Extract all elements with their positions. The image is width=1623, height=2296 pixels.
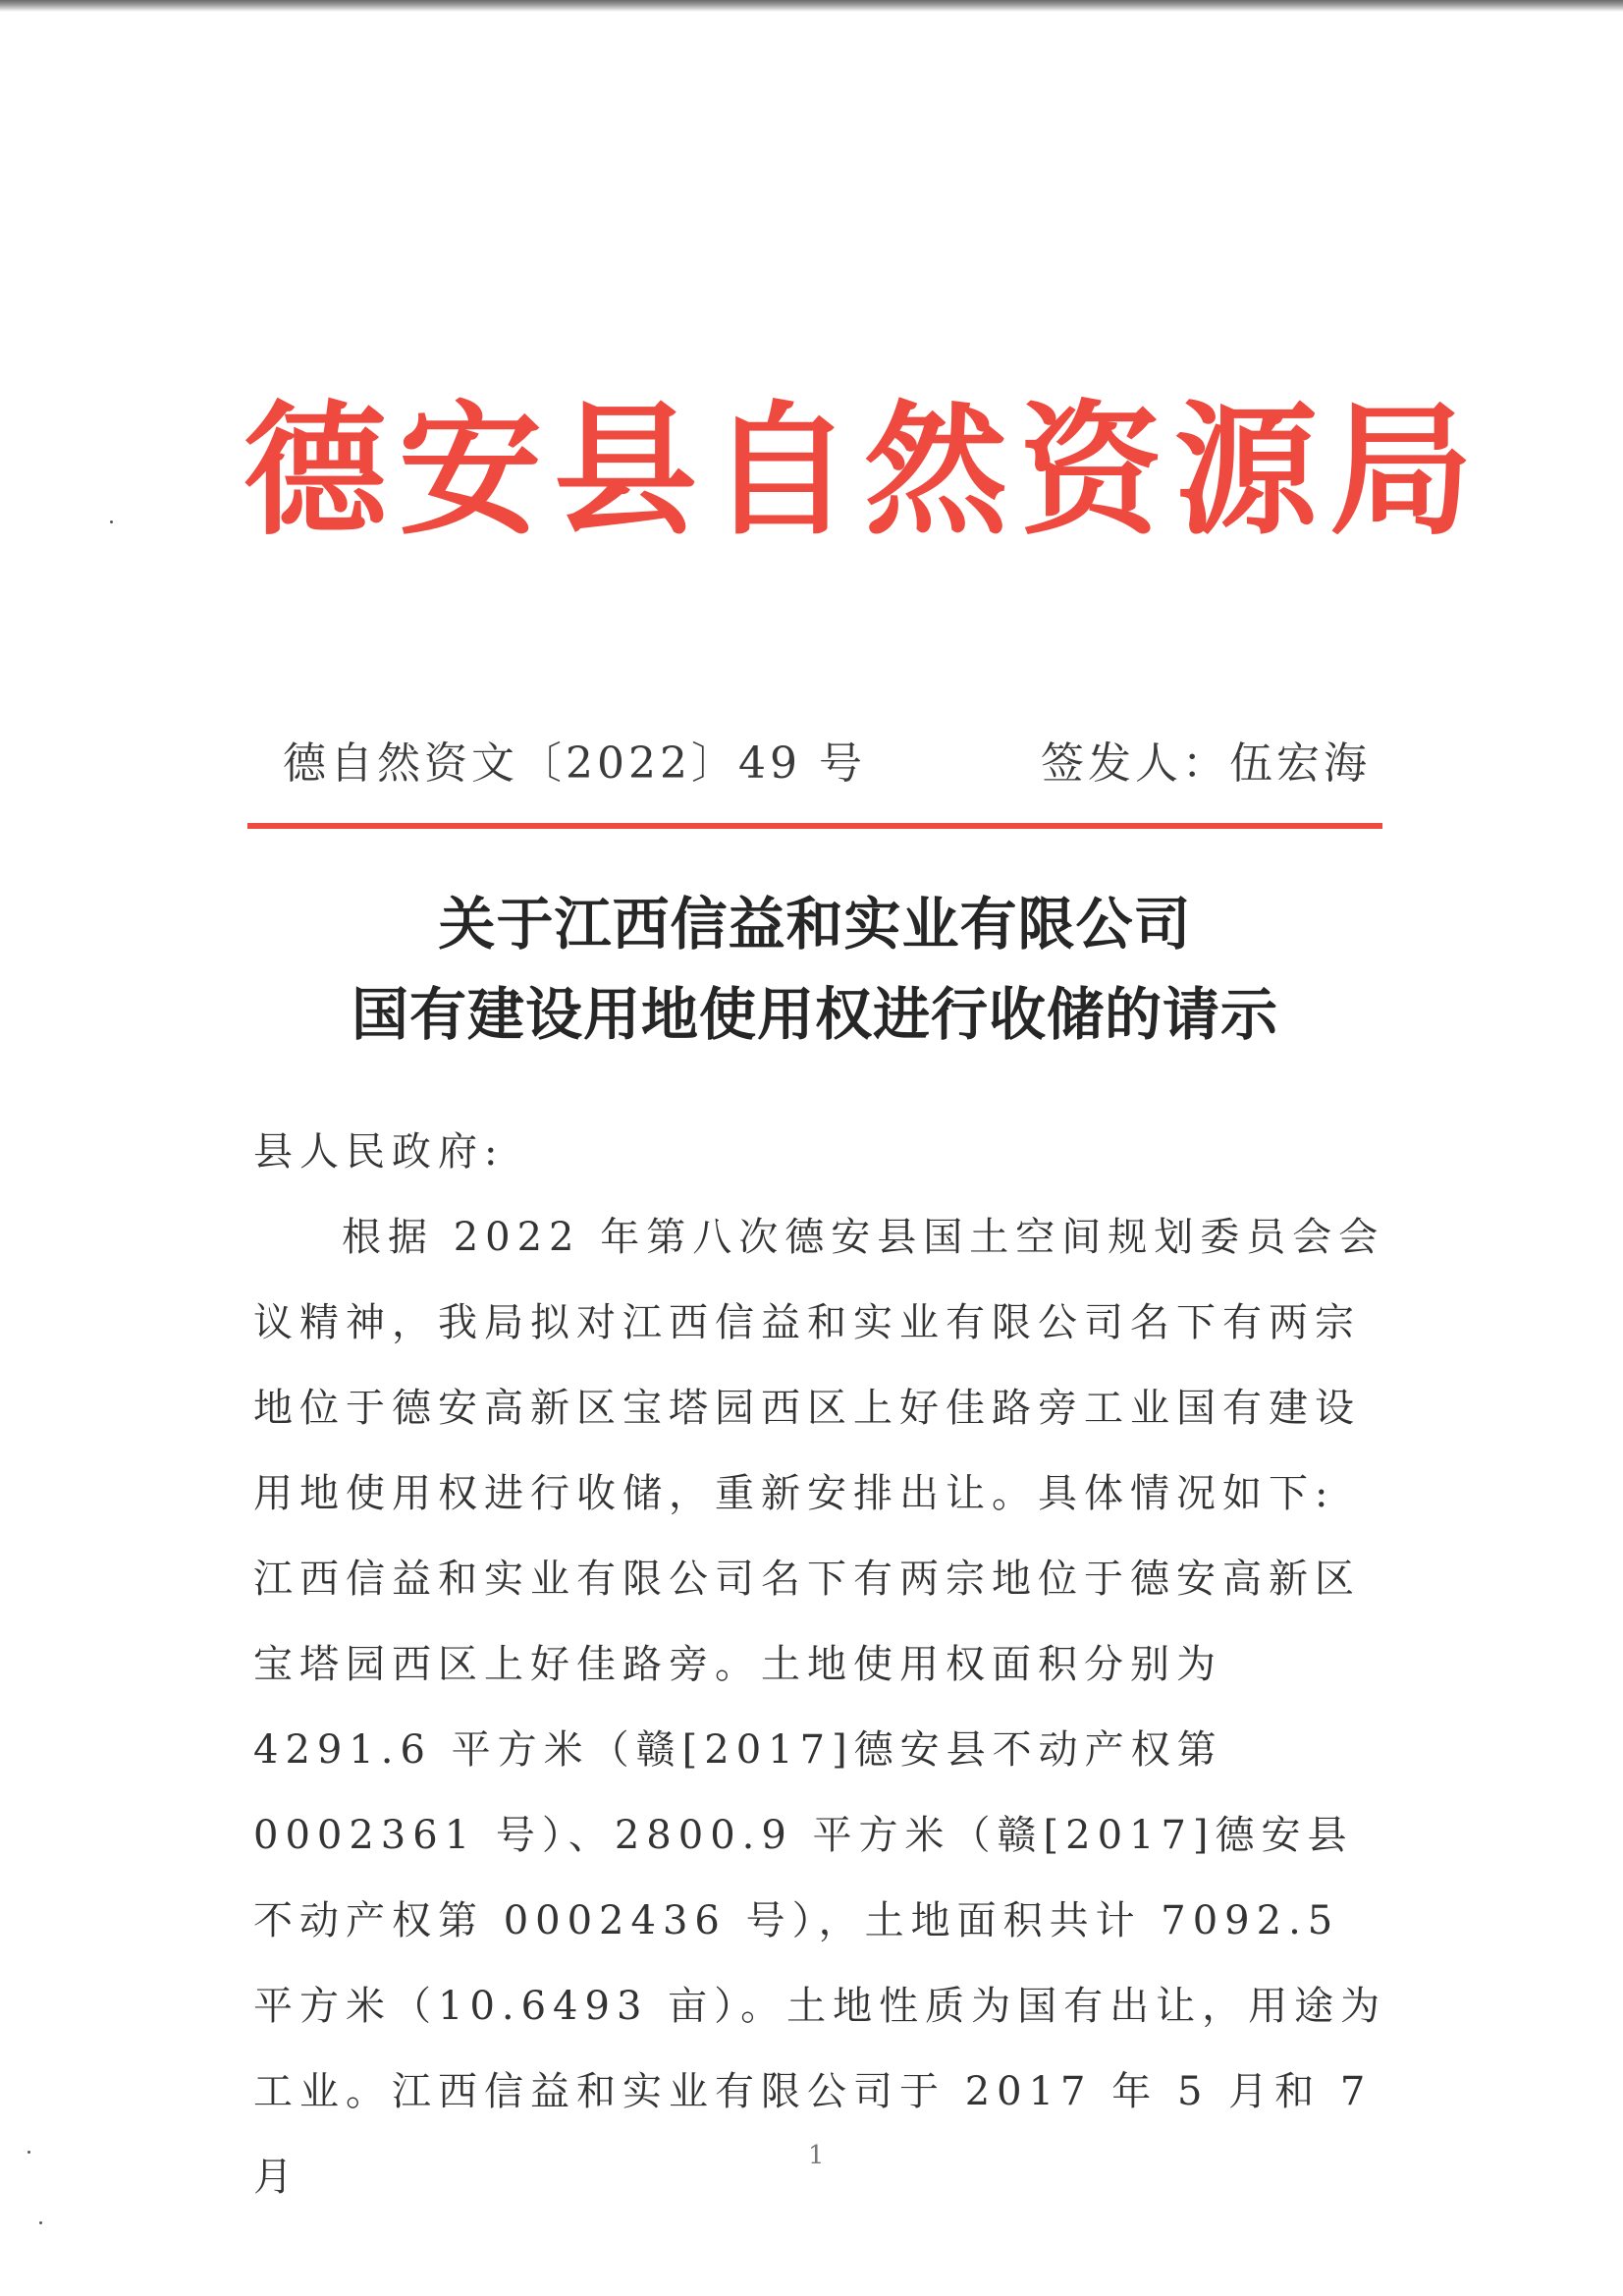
red-separator-line <box>247 823 1382 829</box>
body-paragraph-1: 根据 2022 年第八次德安县国土空间规划委员会会议精神，我局拟对江西信益和实业有限公司名下有两宗地位于德安高新区宝塔园西区上好佳路旁工业国有建设用地使用权进行收储，重新安排出让。具体情况如下: <box>253 1215 1385 1516</box>
scan-speck <box>110 520 113 523</box>
document-number: 德自然资文〔2022〕49 号 <box>283 738 866 789</box>
salutation: 县人民政府: <box>253 1129 505 1175</box>
document-body <box>253 1110 1392 2220</box>
scan-top-edge <box>0 0 1623 12</box>
issuer: 签发人：伍宏海 <box>1041 738 1371 789</box>
scan-speck <box>27 2151 30 2154</box>
document-title-line-2: 国有建设用地使用权进行收储的请示 <box>351 981 1278 1048</box>
document-title <box>236 879 1394 1060</box>
page-number: 1 <box>808 2141 825 2170</box>
scan-speck <box>39 2221 42 2224</box>
document-title-line-1: 关于江西信益和实业有限公司 <box>438 891 1192 957</box>
agency-title: 德安县自然资源局 <box>243 387 1485 555</box>
body-paragraph-2: 江西信益和实业有限公司名下有两宗地位于德安高新区宝塔园西区上好佳路旁。土地使用权面积分别为 4291.6 平方米（赣[2017]德安县不动产权第 0002361 号）、2800.9 平方米（赣[2017]德安县不动产权第 0002436 号），土地面积共计 7092.5 平方米（10.6493 亩）。土地性质为国有出让，用途为工业。江西信益和实业有限公司于 2017 年 5 月和 7 月 <box>253 1557 1387 2200</box>
